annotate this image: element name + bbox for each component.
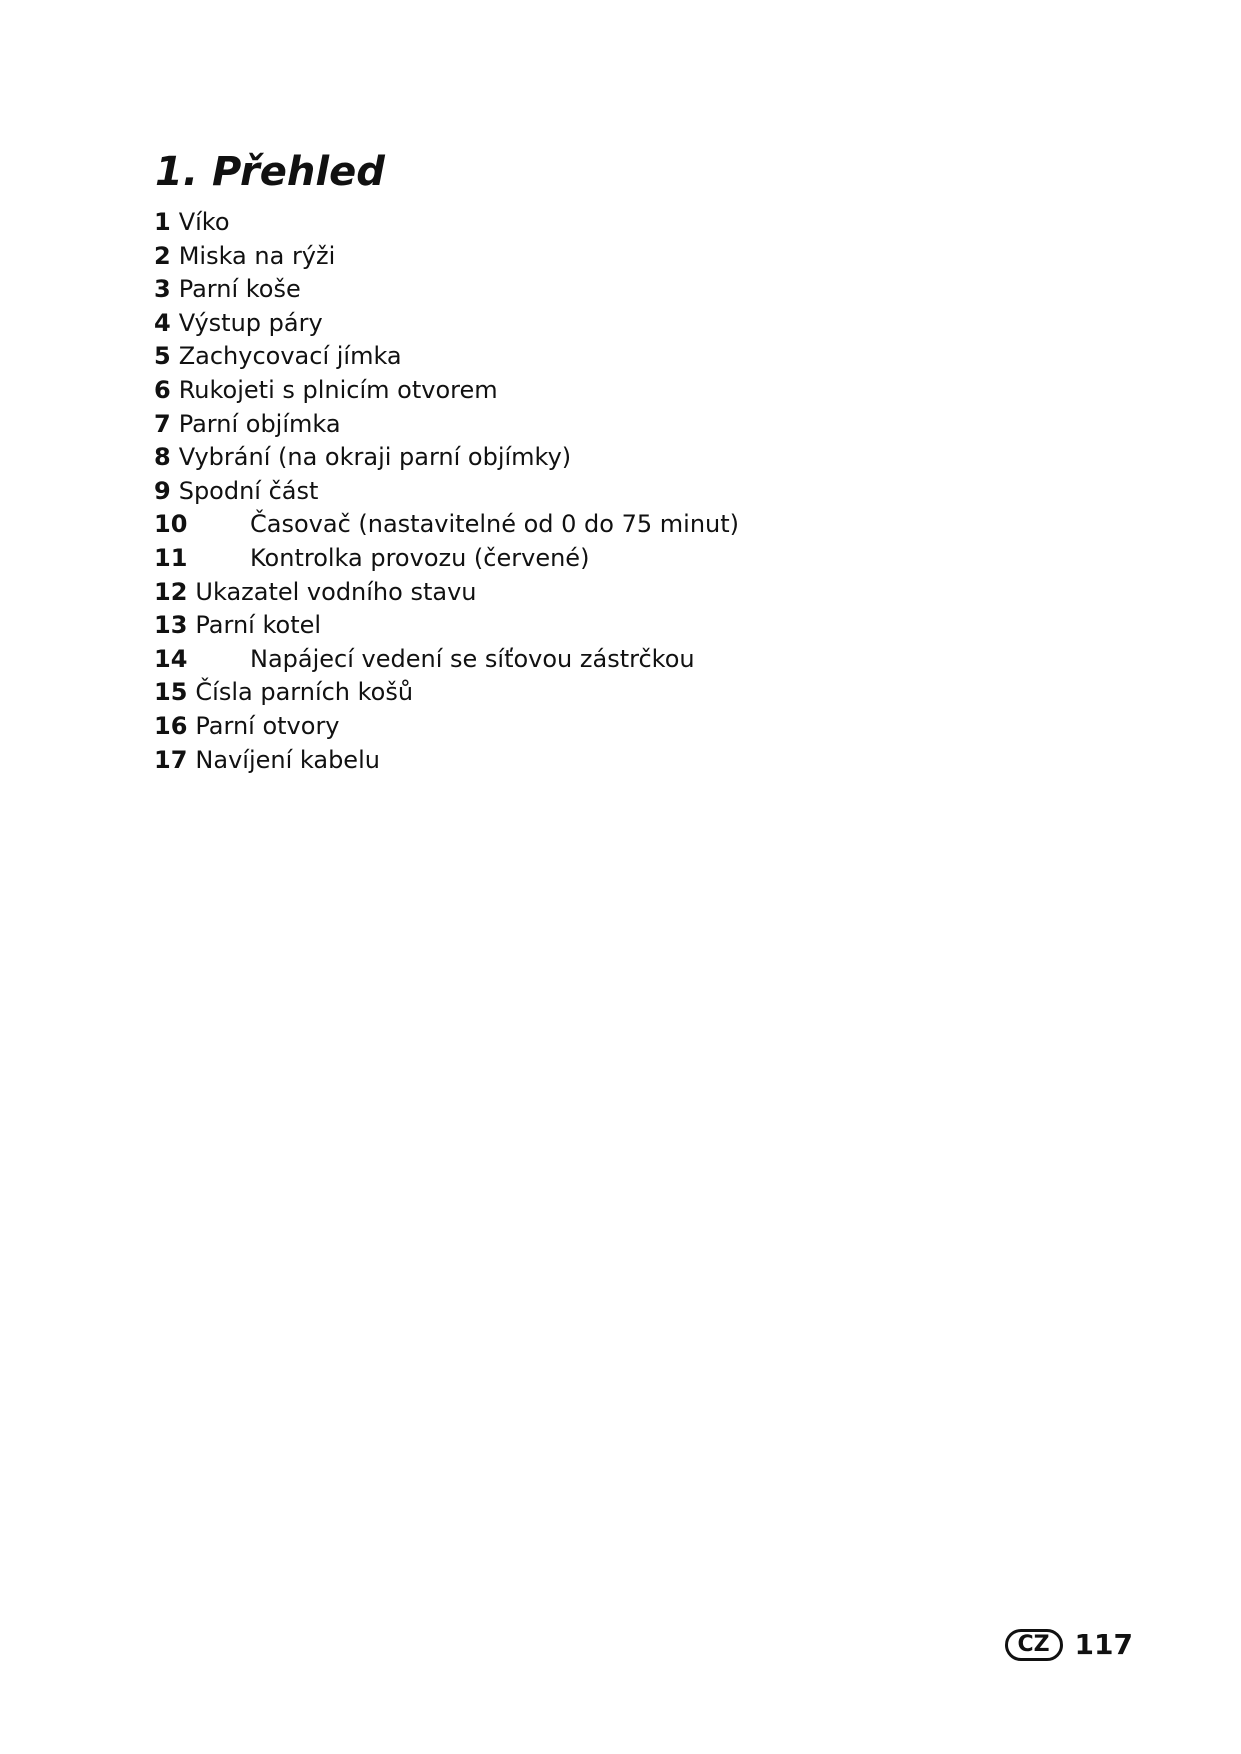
- item-label: Rukojeti s plnicím otvorem: [178, 375, 498, 404]
- list-item: [154, 676, 739, 710]
- list-item: [154, 576, 739, 610]
- item-number: 16: [154, 711, 188, 740]
- item-label: Ukazatel vodního stavu: [195, 577, 477, 606]
- item-label: Časovač (nastavitelné od 0 do 75 minut): [250, 510, 740, 539]
- item-label: Čísla parních košů: [195, 678, 414, 707]
- item-number: 6: [154, 375, 171, 404]
- item-number: 17: [154, 745, 188, 774]
- list-item: [154, 307, 739, 341]
- item-number: 12: [154, 577, 188, 606]
- list-item: [154, 441, 739, 475]
- item-number: 5: [154, 342, 171, 371]
- list-item: [154, 475, 739, 509]
- item-number: 11: [154, 543, 188, 572]
- item-number: 2: [154, 241, 171, 270]
- list-item: [154, 374, 739, 408]
- parts-list: [154, 206, 739, 777]
- item-number: 15: [154, 678, 188, 707]
- item-label: Výstup páry: [178, 308, 323, 337]
- item-label: Parní objímka: [178, 409, 341, 438]
- item-label: Parní kotel: [195, 611, 322, 640]
- list-item: [154, 508, 739, 542]
- list-item: [154, 206, 739, 240]
- item-label: Parní otvory: [195, 711, 340, 740]
- item-number: 13: [154, 611, 188, 640]
- item-label: Napájecí vedení se síťovou zástrčkou: [250, 644, 695, 673]
- item-number: 14: [154, 644, 188, 673]
- item-number: 10: [154, 510, 188, 539]
- list-item: [154, 273, 739, 307]
- page-number: 117: [1074, 1628, 1133, 1661]
- list-item: [154, 609, 739, 643]
- item-number: 4: [154, 308, 171, 337]
- list-item: [154, 408, 739, 442]
- item-number: 9: [154, 476, 171, 505]
- section-title: 1. Přehled: [155, 149, 385, 195]
- language-badge: CZ: [1005, 1629, 1063, 1661]
- item-number: 3: [154, 275, 171, 304]
- item-label: Zachycovací jímka: [178, 342, 402, 371]
- item-number: 7: [154, 409, 171, 438]
- list-item: [154, 744, 739, 778]
- item-label: Víko: [178, 208, 230, 236]
- item-label: Parní koše: [178, 275, 301, 304]
- page-footer: [1005, 1628, 1133, 1662]
- list-item: [154, 240, 739, 274]
- list-item: [154, 542, 739, 576]
- item-number: 8: [154, 443, 171, 472]
- item-label: Kontrolka provozu (červené): [250, 543, 590, 572]
- list-item: [154, 340, 739, 374]
- item-label: Spodní část: [178, 476, 319, 505]
- item-number: 1: [154, 208, 171, 236]
- list-item: [154, 710, 739, 744]
- item-label: Vybrání (na okraji parní objímky): [178, 443, 572, 472]
- list-item: [154, 643, 739, 677]
- item-label: Miska na rýži: [178, 241, 336, 270]
- item-label: Navíjení kabelu: [195, 745, 380, 774]
